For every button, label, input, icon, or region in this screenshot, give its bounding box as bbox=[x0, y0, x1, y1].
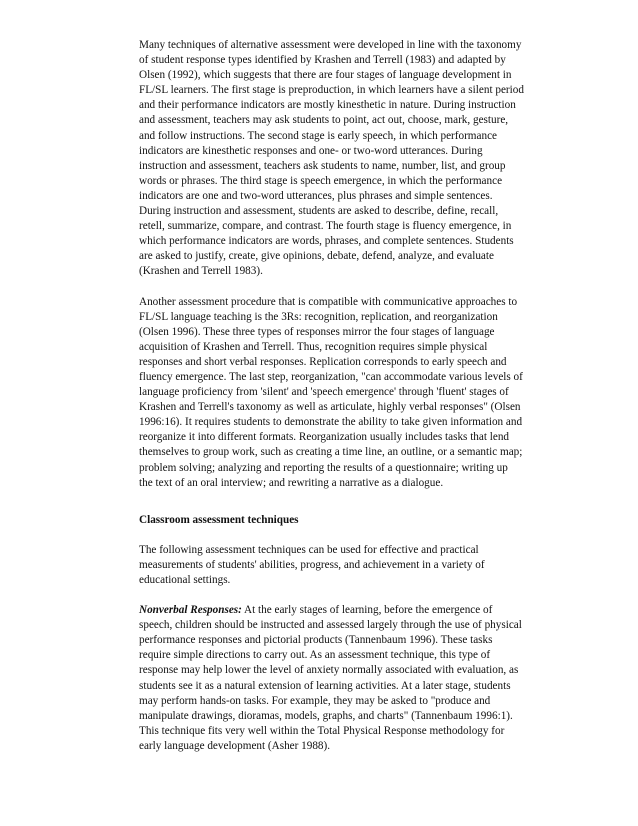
nonverbal-responses-lead-in: Nonverbal Responses: bbox=[139, 604, 242, 617]
section-heading: Classroom assessment techniques bbox=[139, 513, 299, 526]
paragraph-assessment-intro: The following assessment techniques can be used for effective and practical measurements of students' abilities, progress, and achievement in a variety of educational settings. bbox=[139, 543, 485, 586]
paragraph-nonverbal-responses bbox=[139, 603, 524, 754]
nonverbal-responses-body: At the early stages of learning, before the emergence of speech, children should be instructed and assessed largely through the use of physical performance responses and pictorial products (Tannenbaum 1996). These tasks require simple directions to carry out. As an assessment technique, this type of response may help lower the level of anxiety normally associated with evaluation, as students see it as a natural extension of learning activities. At a later stage, students may perform hands-on tasks. For example, they may be asked to "produce and manipulate drawings, dioramas, models, graphs, and charts" (Tannenbaum 1996:1). This technique fits very well within the Total Physical Response methodology for early language development (Asher 1988). bbox=[139, 604, 522, 752]
paragraph-stages-of-development: Many techniques of alternative assessment were developed in line with the taxonomy of student response types identified by Krashen and Terrell (1983) and adapted by Olsen (1992), which suggests that there are four stages of language development in FL/SL learners. The first stage is preproduction, in which learners have a silent period and their performance indicators are mostly kinesthetic in nature. During instruction and assessment, teachers may ask students to point, act out, choose, mark, gesture, and follow instructions. The second stage is early speech, in which performance indicators are kinesthetic responses and one- or two-word utterances. During instruction and assessment, teachers ask students to name, number, list, and group words or phrases. The third stage is speech emergence, in which the performance indicators are one and two-word utterances, plus phrases and simple sentences. During instruction and assessment, students are asked to describe, define, recall, retell, summarize, compare, and contrast. The fourth stage is fluency emergence, in which performance indicators are words, phrases, and complete sentences. Students are asked to justify, create, give opinions, debate, defend, analyze, and evaluate (Krashen and Terrell 1983). bbox=[139, 39, 524, 278]
document-page bbox=[139, 38, 524, 769]
paragraph-3rs-procedure: Another assessment procedure that is compatible with communicative approaches to FL/SL language teaching is the 3Rs: recognition, replication, and reorganization (Olsen 1996). These three types of responses mirror the four stages of language acquisition of Krashen and Terrell. Thus, recognition requires simple physical responses and short verbal responses. Replication corresponds to early speech and fluency emergence. The last step, reorganization, "can accommodate various levels of language proficiency from 'silent' and 'speech emergence' through 'fluent' stages of Krashen and Terrell's taxonomy as well as articulate, highly verbal responses" (Olsen 1996:16). It requires students to demonstrate the ability to take given information and reorganize it into different formats. Reorganization usually includes tasks that lend themselves to group work, such as creating a time line, an outline, or a semantic map; problem solving; analyzing and reporting the results of a questionnaire; writing up the text of an oral interview; and rewriting a narrative as a dialogue. bbox=[139, 295, 523, 489]
